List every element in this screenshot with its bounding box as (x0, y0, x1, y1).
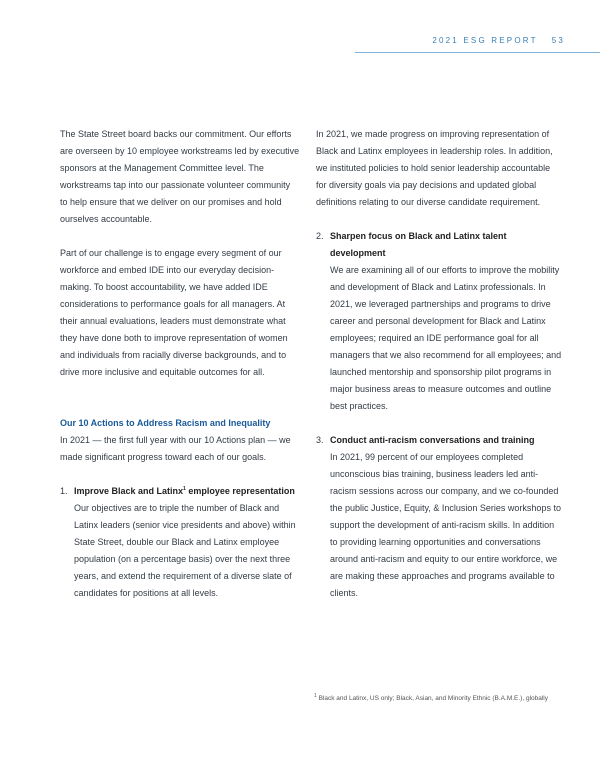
left-column (60, 126, 300, 602)
item-body: Our objectives are to triple the number of Black and Latinx leaders (senior vice presidents and above) within State Street, double our Black and Latinx employee population (on a percentage basis) over the next three years, and extend the requirement of a diverse slate of candidates for positions at all levels. (74, 503, 296, 598)
paragraph: The State Street board backs our commitment. Our efforts are overseen by 10 employee workstreams led by executive sponsors at the Management Committee level. The workstreams tap into our passionate volunteer community to help ensure that we deliver on our promises and hold ourselves accountable. (60, 129, 300, 224)
report-title: 2021 ESG REPORT (432, 36, 538, 45)
footnote-ref: 1 (183, 486, 186, 492)
paragraph: Part of our challenge is to engage every segment of our workforce and embed IDE into our everyday decision-making. To boost accountability, we have added IDE considerations to performance goals for all managers. At their annual evaluations, leaders must demonstrate what they have done both to improve representation of women and individuals from racially diverse backgrounds, and to drive more inclusive and equitable outcomes for all. (60, 248, 288, 377)
item-title: Improve Black and Latinx$^1$ employee representation (74, 486, 295, 496)
item-title: Conduct anti-racism conversations and training (330, 435, 535, 445)
header-rule (355, 52, 600, 53)
action-item-3 (316, 432, 562, 602)
footnote (314, 692, 548, 702)
page-header (432, 36, 565, 45)
item-body: In 2021, 99 percent of our employees completed unconscious bias training, business leaders led anti-racism sessions across our company, and we co-founded the public Justice, Equity, & Inclusion Series workshops to support the development of anti-racism skills. In addition to providing learning opportunities and conversations around anti-racism and equity to our entire workforce, we are making these approaches and programs available to clients. (330, 452, 561, 598)
section-heading: Our 10 Actions to Address Racism and Inequality (60, 418, 271, 428)
action-item-1 (60, 483, 300, 602)
paragraph: In 2021, we made progress on improving representation of Black and Latinx employees in leadership roles. In addition, we instituted policies to hold senior leadership accountable for diversity goals via pay decisions and updated global definitions relating to our diverse candidate requirement. (316, 129, 553, 207)
footnote-mark: 1 (314, 692, 317, 699)
right-column (316, 126, 562, 602)
item-body: We are examining all of our efforts to improve the mobility and development of Black and Latinx professionals. In 2021, we leveraged partnerships and programs to drive career and personal development for Black and Latinx employees; required an IDE performance goal for all managers that we also recommend for all employees; and launched mentorship and sponsorship pilot programs in major business areas to measure outcomes and outline best practices. (330, 265, 562, 411)
item-number: 2. (316, 231, 324, 241)
item-number: 1. (60, 486, 68, 496)
paragraph: In 2021 — the first full year with our 10 Actions plan — we made significant progress toward each of our goals. (60, 435, 291, 462)
item-title: Sharpen focus on Black and Latinx talent development (330, 231, 507, 258)
footnote-text: Black and Latinx, US only; Black, Asian, and Minority Ethnic (B.A.M.E.), globally (316, 695, 548, 702)
page-number: 53 (551, 36, 565, 45)
action-item-2 (316, 228, 562, 415)
item-number: 3. (316, 435, 324, 445)
